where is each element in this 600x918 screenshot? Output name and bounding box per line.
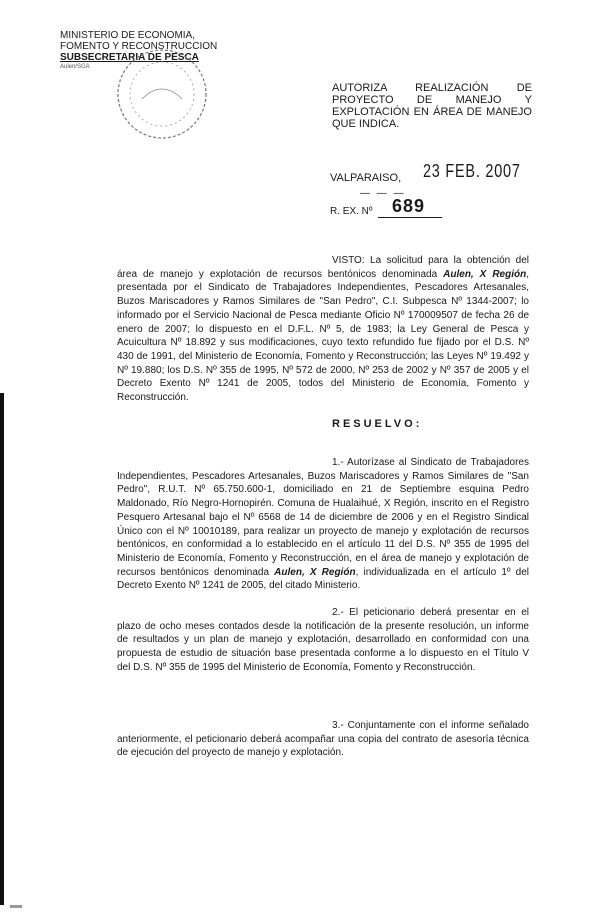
subsecretaria-name: SUBSECRETARIA DE PESCA <box>60 52 199 63</box>
article-1 <box>117 456 529 593</box>
resolution-label: R. EX. Nº <box>330 206 373 217</box>
resuelvo-heading: RESUELVO: <box>332 418 423 430</box>
visto-paragraph <box>117 254 529 405</box>
ministry-name-line2: FOMENTO Y RECONSTRUCCION <box>60 41 218 52</box>
article-2-text: 2.- El peticionario deberá presentar en el plazo de ocho meses contados desde la notificación de la presente resolución, un informe de resultados y un plan de manejo y explotación, desarrollado en conformidad con una propuesta de estudio de situación base presentada conforme a lo dispuesto en el Título V del D.S. Nº 355 de 1995 del Ministerio de Economía, Fomento y Reconstrucción. <box>117 607 529 673</box>
number-underline <box>378 217 442 218</box>
dash-marks: — — — <box>360 188 406 199</box>
initials-reference: Aulen/SGA <box>60 64 90 70</box>
article-3-text: 3.- Conjuntamente con el informe señalado anteriormente, el peticionario deberá acompañar una copia del contrato de asesoría técnica de ejecución del proyecto de manejo y explotación. <box>117 720 529 759</box>
visto-text-2: , presentada por el Sindicato de Trabajadores Independientes, Pescadores Artesanales, Buzos Mariscadores y Ramos Similares de "San Pedro", C.I. Subpesca Nº 1344-2007; lo informado por el Servicio Nacional de Pesca mediante Oficio Nº 170009507 de fecha 26 de enero de 2007; lo dispuesto en el D.F.L. Nº 5, de 1983; la Ley General de Pesca y Acuicultura Nº 18.892 y sus modificaciones, cuyo texto refundido fue fijado por el D.S. Nº 430 de 1991, del Ministerio de Economía, Fomento y Reconstrucción; las Leyes Nº 19.492 y Nº 19.880; los D.S. Nº 355 de 1995, Nº 572 de 2000, Nº 253 de 2002 y Nº 357 de 2005 y el Decreto Exento Nº 1241 de 2005, todos del Ministerio de Economía, Fomento y Reconstrucción. <box>117 268 529 404</box>
article-3 <box>117 719 529 760</box>
resolution-title: AUTORIZA REALIZACIÓN DE PROYECTO DE MANEJO Y EXPLOTACIÓN EN ÁREA DE MANEJO QUE INDICA. <box>332 82 532 130</box>
visto-lead: VISTO: <box>332 255 365 266</box>
date-stamp: 23 FEB. 2007 <box>423 161 521 181</box>
article-2 <box>117 606 529 675</box>
scan-edge-mark <box>0 393 4 905</box>
article-1-area-name: Aulen, X Región <box>274 566 356 578</box>
article-1-tail: , individualizada en el artículo 1º del Decreto Exento Nº 1241 de 2005, del citado Ministerio. <box>117 566 530 592</box>
visto-text-1: La solicitud para la obtención del área de manejo y explotación de recursos bentónicos denominada <box>117 255 529 280</box>
official-seal-stamp <box>112 44 212 144</box>
article-1-text: 1.- Autorízase al Sindicato de Trabajadores Independientes, Pescadores Artesanales, Buzos Mariscadores y Ramos Similares de "San Pedro", R.U.T. Nº 65.750.600-1, domiciliado en 21 de Septiembre esquina Pedro Maldonado, Río Negro-Hornopirén. Comuna de Hualaihué, X Región, inscrito en el Registro Pesquero Artesanal bajo el Nº 6568 de 14 de diciembre de 2006 y en el Registro Sindical Único con el Nº 10010189, para realizar un proyecto de manejo y explotación de recursos bentónicos, en conformidad a lo establecido en el artículo 11 del D.S. Nº 355 de 1995 del Ministerio de Economía, Fomento y Reconstrucción, en el área de manejo y explotación de recursos bentónicos denominada <box>117 457 529 578</box>
resolution-number: 689 <box>392 196 426 216</box>
place: VALPARAISO, <box>330 172 402 184</box>
scan-bottom-mark <box>10 905 22 908</box>
ministry-name-line1: MINISTERIO DE ECONOMIA, <box>60 30 196 41</box>
visto-area-name: Aulen, X Región <box>443 268 527 280</box>
